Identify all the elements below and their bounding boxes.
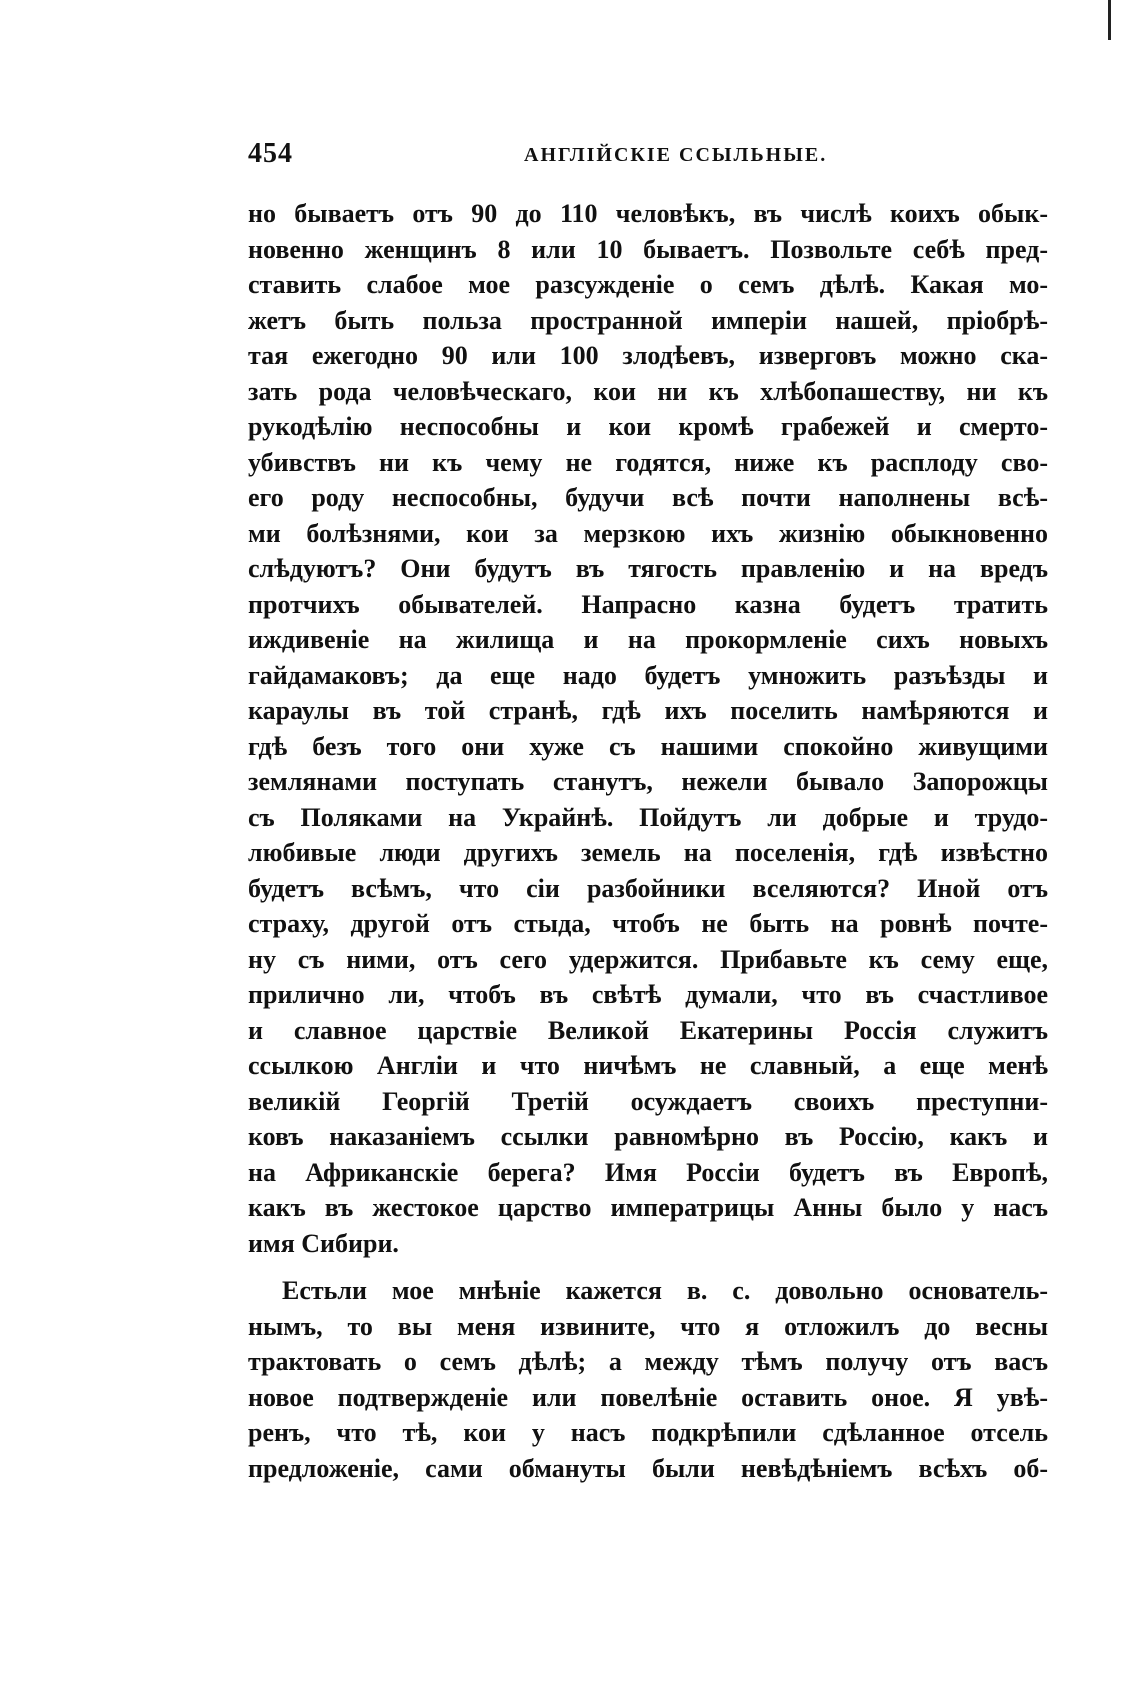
text-line: великій Георгій Третій осуждаетъ своихъ преступни- xyxy=(248,1086,1048,1116)
text-line: на Африканскіе берега? Имя Россіи будетъ въ Европѣ, xyxy=(248,1157,1048,1187)
text-line: какъ въ жестокое царство императрицы Анны было у насъ xyxy=(248,1193,1048,1222)
text-line: жетъ быть польза пространной имперіи нашей, пріобрѣ- xyxy=(248,305,1048,335)
page-edge-line xyxy=(1108,0,1111,40)
text-line: гайдамаковъ; да еще надо будетъ умножить разъѣзды и xyxy=(248,660,1048,690)
text-line: но бываетъ отъ 90 до 110 человѣкъ, въ числѣ коихъ обык- xyxy=(248,199,1048,228)
text-line: любивые люди другихъ земель на поселенія, гдѣ извѣстно xyxy=(248,838,1048,867)
text-line: рукодѣлію неспособны и кои кромѣ грабежей и смерто- xyxy=(248,412,1048,441)
text-line: новенно женщинъ 8 или 10 бываетъ. Позвольте себѣ пред- xyxy=(248,234,1048,264)
text-line: протчихъ обывателей. Напрасно казна будетъ тратить xyxy=(248,589,1048,619)
page-number: 454 xyxy=(248,138,293,169)
text-line: зать рода человѣческаго, кои ни къ хлѣбопашеству, ни къ xyxy=(248,376,1048,406)
text-line: прилично ли, чтобъ въ свѣтѣ думали, что въ счастливое xyxy=(248,980,1048,1009)
text-line: нымъ, то вы меня извините, что я отложилъ до весны xyxy=(248,1311,1048,1341)
text-line: будетъ всѣмъ, что сіи разбойники вселяются? Иной отъ xyxy=(248,873,1048,903)
text-line: его роду неспособны, будучи всѣ почти наполнены всѣ- xyxy=(248,483,1048,512)
text-line: предложеніе, сами обмануты были невѣдѣніемъ всѣхъ об- xyxy=(248,1453,1048,1483)
text-line: ренъ, что тѣ, кои у насъ подкрѣпили сдѣланное отсель xyxy=(248,1418,1048,1447)
text-line: трактовать о семъ дѣлѣ; а между тѣмъ получу отъ васъ xyxy=(248,1347,1048,1376)
paragraph-1 xyxy=(248,196,1048,1261)
text-line: ставить слабое мое разсужденіе о семъ дѣлѣ. Какая мо- xyxy=(248,270,1048,299)
text-line: новое подтвержденіе или повелѣніе оставить оное. Я увѣ- xyxy=(248,1382,1048,1412)
running-title: АНГЛІЙСКІЕ ССЫЛЬНЫЕ. xyxy=(524,144,828,166)
text-line: и славное царствіе Великой Екатерины Россія служитъ xyxy=(248,1015,1048,1045)
text-line: ми болѣзнями, кои за мерзкою ихъ жизнію обыкновенно xyxy=(248,518,1048,548)
text-line: ковъ наказаніемъ ссылки равномѣрно въ Россію, какъ и xyxy=(248,1122,1048,1151)
paragraph-2 xyxy=(248,1273,1048,1486)
paragraph-gap xyxy=(248,1261,1048,1273)
text-line: землянами поступать станутъ, нежели бывало Запорожцы xyxy=(248,767,1048,796)
text-line: имя Сибири. xyxy=(248,1228,399,1258)
text-line: убивствъ ни къ чему не годятся, ниже къ расплоду сво- xyxy=(248,447,1048,477)
body-text xyxy=(248,196,1048,1486)
running-head xyxy=(248,138,1048,178)
text-line: иждивеніе на жилища и на прокормленіе сихъ новыхъ xyxy=(248,625,1048,654)
text-line: страху, другой отъ стыда, чтобъ не быть на ровнѣ почте- xyxy=(248,909,1048,938)
text-line: караулы въ той странѣ, гдѣ ихъ поселить намѣряются и xyxy=(248,696,1048,725)
text-line: ссылкою Англіи и что ничѣмъ не славный, а еще менѣ xyxy=(248,1051,1048,1080)
text-line: съ Поляками на Украйнѣ. Пойдутъ ли добрые и трудо- xyxy=(248,802,1048,832)
text-line: ну съ ними, отъ сего удержится. Прибавьте къ сему еще, xyxy=(248,944,1048,974)
text-line: Естьли мое мнѣніе кажется в. с. довольно основатель- xyxy=(282,1276,1048,1305)
text-line: слѣдуютъ? Они будутъ въ тягость правленію и на вредъ xyxy=(248,554,1048,583)
text-line: гдѣ безъ того они хуже съ нашими спокойно живущими xyxy=(248,731,1048,761)
text-line: тая ежегодно 90 или 100 злодѣевъ, изверговъ можно ска- xyxy=(248,341,1048,370)
